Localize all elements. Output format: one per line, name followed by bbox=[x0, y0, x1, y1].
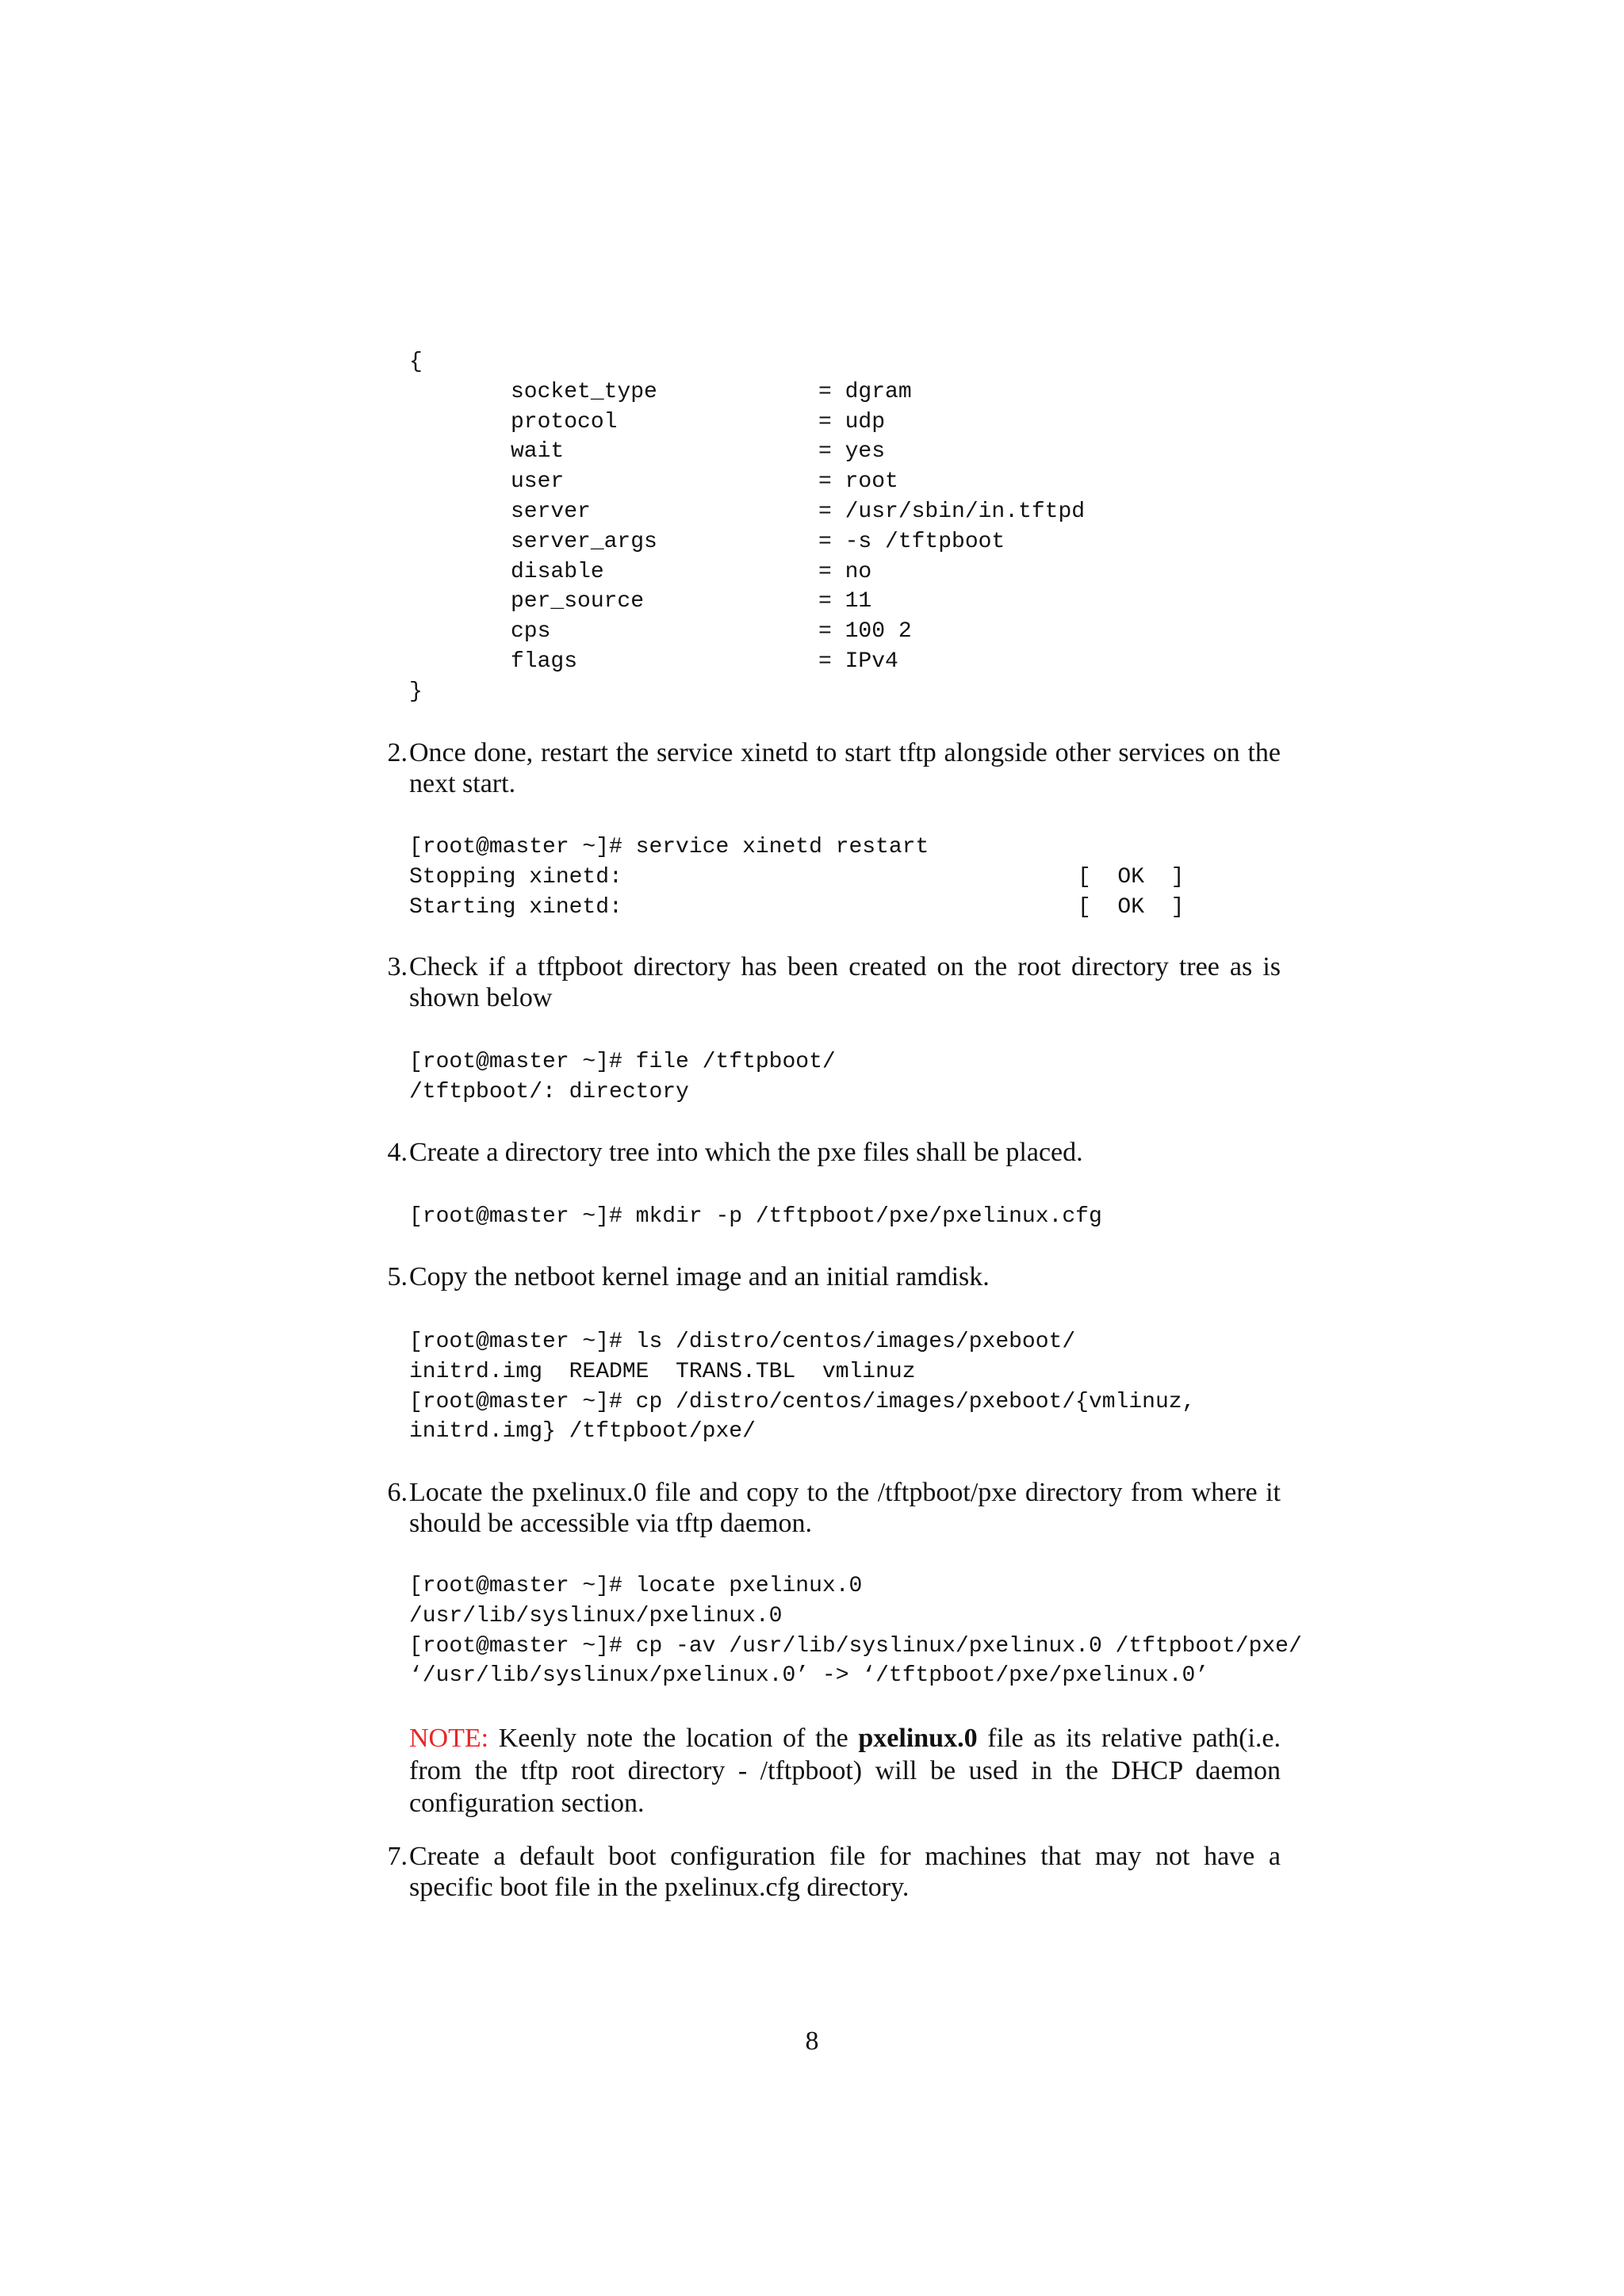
config-key: cps bbox=[511, 619, 551, 645]
code-block-step-4 bbox=[409, 1202, 1281, 1232]
step-text: Check if a tftpboot directory has been created on the root directory tree as is shown below bbox=[409, 952, 1281, 1012]
config-value: = 100 2 bbox=[818, 619, 912, 645]
list-item-step-3 bbox=[373, 951, 1281, 1015]
code-line: initrd.img} /tftpboot/pxe/ bbox=[409, 1419, 756, 1445]
note-text-after: file as its relative path(i.e. from the tftp root directory - /tftpboot) will be used in the DHCP daemon configuration section. bbox=[409, 1724, 1281, 1818]
code-line: ‘/usr/lib/syslinux/pxelinux.0’ -> ‘/tftpboot/pxe/pxelinux.0’ bbox=[409, 1663, 1209, 1689]
step-text: Create a default boot configuration file for machines that may not have a specific boot file in the pxelinux.cfg directory. bbox=[409, 1842, 1281, 1902]
code-line: initrd.img README TRANS.TBL vmlinuz bbox=[409, 1359, 916, 1384]
config-key: server bbox=[511, 499, 591, 524]
step-number: 3. bbox=[387, 952, 408, 982]
config-value: = 11 bbox=[818, 589, 872, 614]
step-number: 4. bbox=[387, 1138, 408, 1167]
status-ok: [ OK ] bbox=[1078, 894, 1185, 920]
code-line: [root@master ~]# service xinetd restart bbox=[409, 835, 929, 859]
config-value: = no bbox=[818, 559, 872, 584]
code-line: [root@master ~]# mkdir -p /tftpboot/pxe/pxelinux.cfg bbox=[409, 1204, 1102, 1229]
config-key: flags bbox=[511, 649, 578, 674]
list-item-step-7 bbox=[373, 1841, 1281, 1904]
config-key: disable bbox=[511, 559, 604, 584]
code-line: /usr/lib/syslinux/pxelinux.0 bbox=[409, 1603, 783, 1628]
code-line: [root@master ~]# cp -av /usr/lib/syslinux/pxelinux.0 /tftpboot/pxe/ bbox=[409, 1633, 1302, 1659]
list-item-step-2 bbox=[373, 737, 1281, 801]
list-item-step-4 bbox=[373, 1137, 1281, 1169]
step-number: 7. bbox=[387, 1842, 408, 1871]
step-number: 6. bbox=[387, 1478, 408, 1507]
config-key: per_source bbox=[511, 589, 645, 614]
page-number: 8 bbox=[805, 2026, 819, 2056]
code-line: Stopping xinetd: bbox=[409, 864, 622, 890]
config-key: protocol bbox=[511, 409, 618, 434]
config-key: server_args bbox=[511, 529, 657, 554]
status-ok: [ OK ] bbox=[1078, 864, 1185, 890]
config-open-brace: { bbox=[409, 350, 423, 374]
config-value: = IPv4 bbox=[818, 649, 898, 674]
config-key: socket_type bbox=[511, 379, 657, 404]
list-item-step-6 bbox=[373, 1477, 1281, 1540]
code-block-step-6 bbox=[409, 1571, 1302, 1692]
step-text: Locate the pxelinux.0 file and copy to the /tftpboot/pxe directory from where it should be accessible via tftp daemon. bbox=[409, 1478, 1281, 1538]
note-bold-filename: pxelinux.0 bbox=[858, 1724, 978, 1753]
step-number: 5. bbox=[387, 1262, 408, 1292]
code-block-step-5 bbox=[409, 1327, 1281, 1448]
list-item-step-5 bbox=[373, 1261, 1281, 1293]
code-line: /tftpboot/: directory bbox=[409, 1079, 689, 1104]
note-paragraph bbox=[409, 1722, 1281, 1825]
step-text: Once done, restart the service xinetd to start tftp alongside other services on the next start. bbox=[409, 738, 1281, 798]
config-value: = root bbox=[818, 469, 898, 495]
config-key: user bbox=[511, 469, 565, 495]
config-value: = yes bbox=[818, 439, 886, 465]
note-text-before: Keenly note the location of the bbox=[488, 1724, 859, 1753]
config-value: = -s /tftpboot bbox=[818, 529, 1005, 554]
step-number: 2. bbox=[387, 738, 408, 767]
code-line: [root@master ~]# file /tftpboot/ bbox=[409, 1050, 836, 1074]
config-value: = /usr/sbin/in.tftpd bbox=[818, 499, 1086, 524]
code-line: [root@master ~]# cp /distro/centos/images/pxeboot/{vmlinuz, bbox=[409, 1389, 1196, 1414]
code-line: [root@master ~]# ls /distro/centos/images/pxeboot/ bbox=[409, 1330, 1076, 1354]
step-text: Copy the netboot kernel image and an initial ramdisk. bbox=[409, 1262, 990, 1292]
code-line: [root@master ~]# locate pxelinux.0 bbox=[409, 1574, 863, 1598]
xinetd-config-block bbox=[409, 347, 1361, 707]
code-block-step-2 bbox=[409, 832, 1281, 923]
config-value: = udp bbox=[818, 409, 886, 434]
code-block-step-3 bbox=[409, 1047, 1281, 1108]
config-value: = dgram bbox=[818, 379, 912, 404]
note-label: NOTE: bbox=[409, 1724, 489, 1753]
code-line: Starting xinetd: bbox=[409, 894, 622, 920]
config-close-brace: } bbox=[409, 679, 423, 704]
config-key: wait bbox=[511, 439, 565, 465]
step-text: Create a directory tree into which the pxe files shall be placed. bbox=[409, 1138, 1083, 1167]
